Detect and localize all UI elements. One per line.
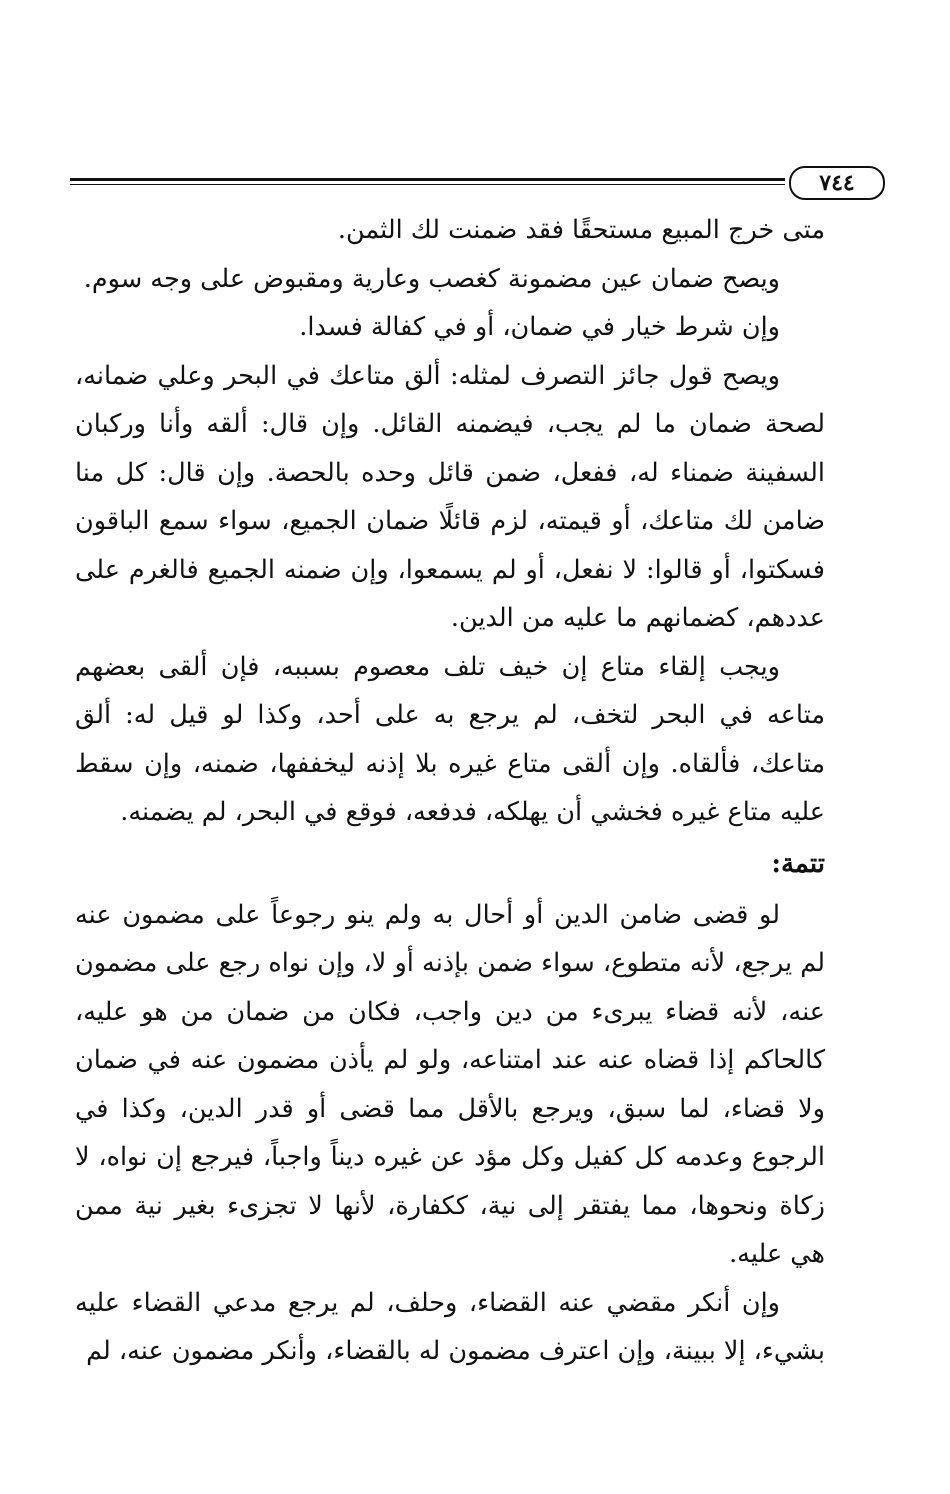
paragraph: ويجب إلقاء متاع إن خيف تلف معصوم بسببه، فإن ألقى بعضهم متاعه في البحر لتخف، لم يرجع به على أحد، وكذا لو قيل له: ألق متاعك، فألقاه. وإن ألقى متاع غيره بلا إذنه ليخففها، ضمنه، وإن سقط عليه متاع غيره فخشي أن يهلكه، فدفعه، فوقع في البحر، لم يضمنه. <box>75 651 825 827</box>
paragraph: وإن شرط خيار في ضمان، أو في كفالة فسدا. <box>299 312 780 342</box>
paragraph: وإن أنكر مقضي عنه القضاء، وحلف، لم يرجع مدعي القضاء عليه بشيء، إلا ببينة، وإن اعترف مضمون له بالقضاء، وأنكر مضمون عنه، لم <box>75 1287 825 1366</box>
paragraph: لو قضى ضامن الدين أو أحال به ولم ينو رجوعاً على مضمون عنه لم يرجع، لأنه متطوع، سواء ضمن بإذنه أو لا، وإن نواه رجع على مضمون عنه، لأنه قضاء يبرىء من دين واجب، فكان من ضمان من هو عليه، كالحاكم إذا قضاه عنه عند امتناعه، ولو لم يأذن مضمون عنه في ضمان ولا قضاء، لما سبق، ويرجع بالأقل مما قضى أو قدر الدين، وكذا في الرجوع وعدمه كل كفيل وكل مؤد عن غيره ديناً واجباً، فيرجع إن نواه، لا زكاة ونحوها، مما يفتقر إلى نية، ككفارة، لأنها لا تجزىء بغير نية ممن هي عليه. <box>75 899 825 1269</box>
body-text <box>75 206 825 1376</box>
section-heading: تتمة: <box>771 848 825 879</box>
paragraph: ويصح قول جائز التصرف لمثله: ألق متاعك في البحر وعلي ضمانه، لصحة ضمان ما لم يجب، فيضمنه القائل. وإن قال: ألقه وأنا وركبان السفينة ضمناء له، ففعل، ضمن قائل وحده بالحصة. وإن قال: كل منا ضامن لك متاعك، أو قيمته، لزم قائلًا ضمان الجميع، سواء سمع الباقون فسكتوا، أو قالوا: لا نفعل، أو لم يسمعوا، وإن ضمنه الجميع فالغرم على عددهم، كضمانهم ما عليه من الدين. <box>75 360 825 633</box>
page-header <box>70 166 885 206</box>
page-number: ٧٤٤ <box>789 166 885 200</box>
paragraph: ويصح ضمان عين مضمونة كغصب وعارية ومقبوض على وجه سوم. <box>83 263 780 294</box>
header-rule-thin <box>70 184 785 185</box>
header-rule <box>70 178 785 181</box>
paragraph: متى خرج المبيع مستحقًا فقد ضمنت لك الثمن. <box>337 215 825 245</box>
